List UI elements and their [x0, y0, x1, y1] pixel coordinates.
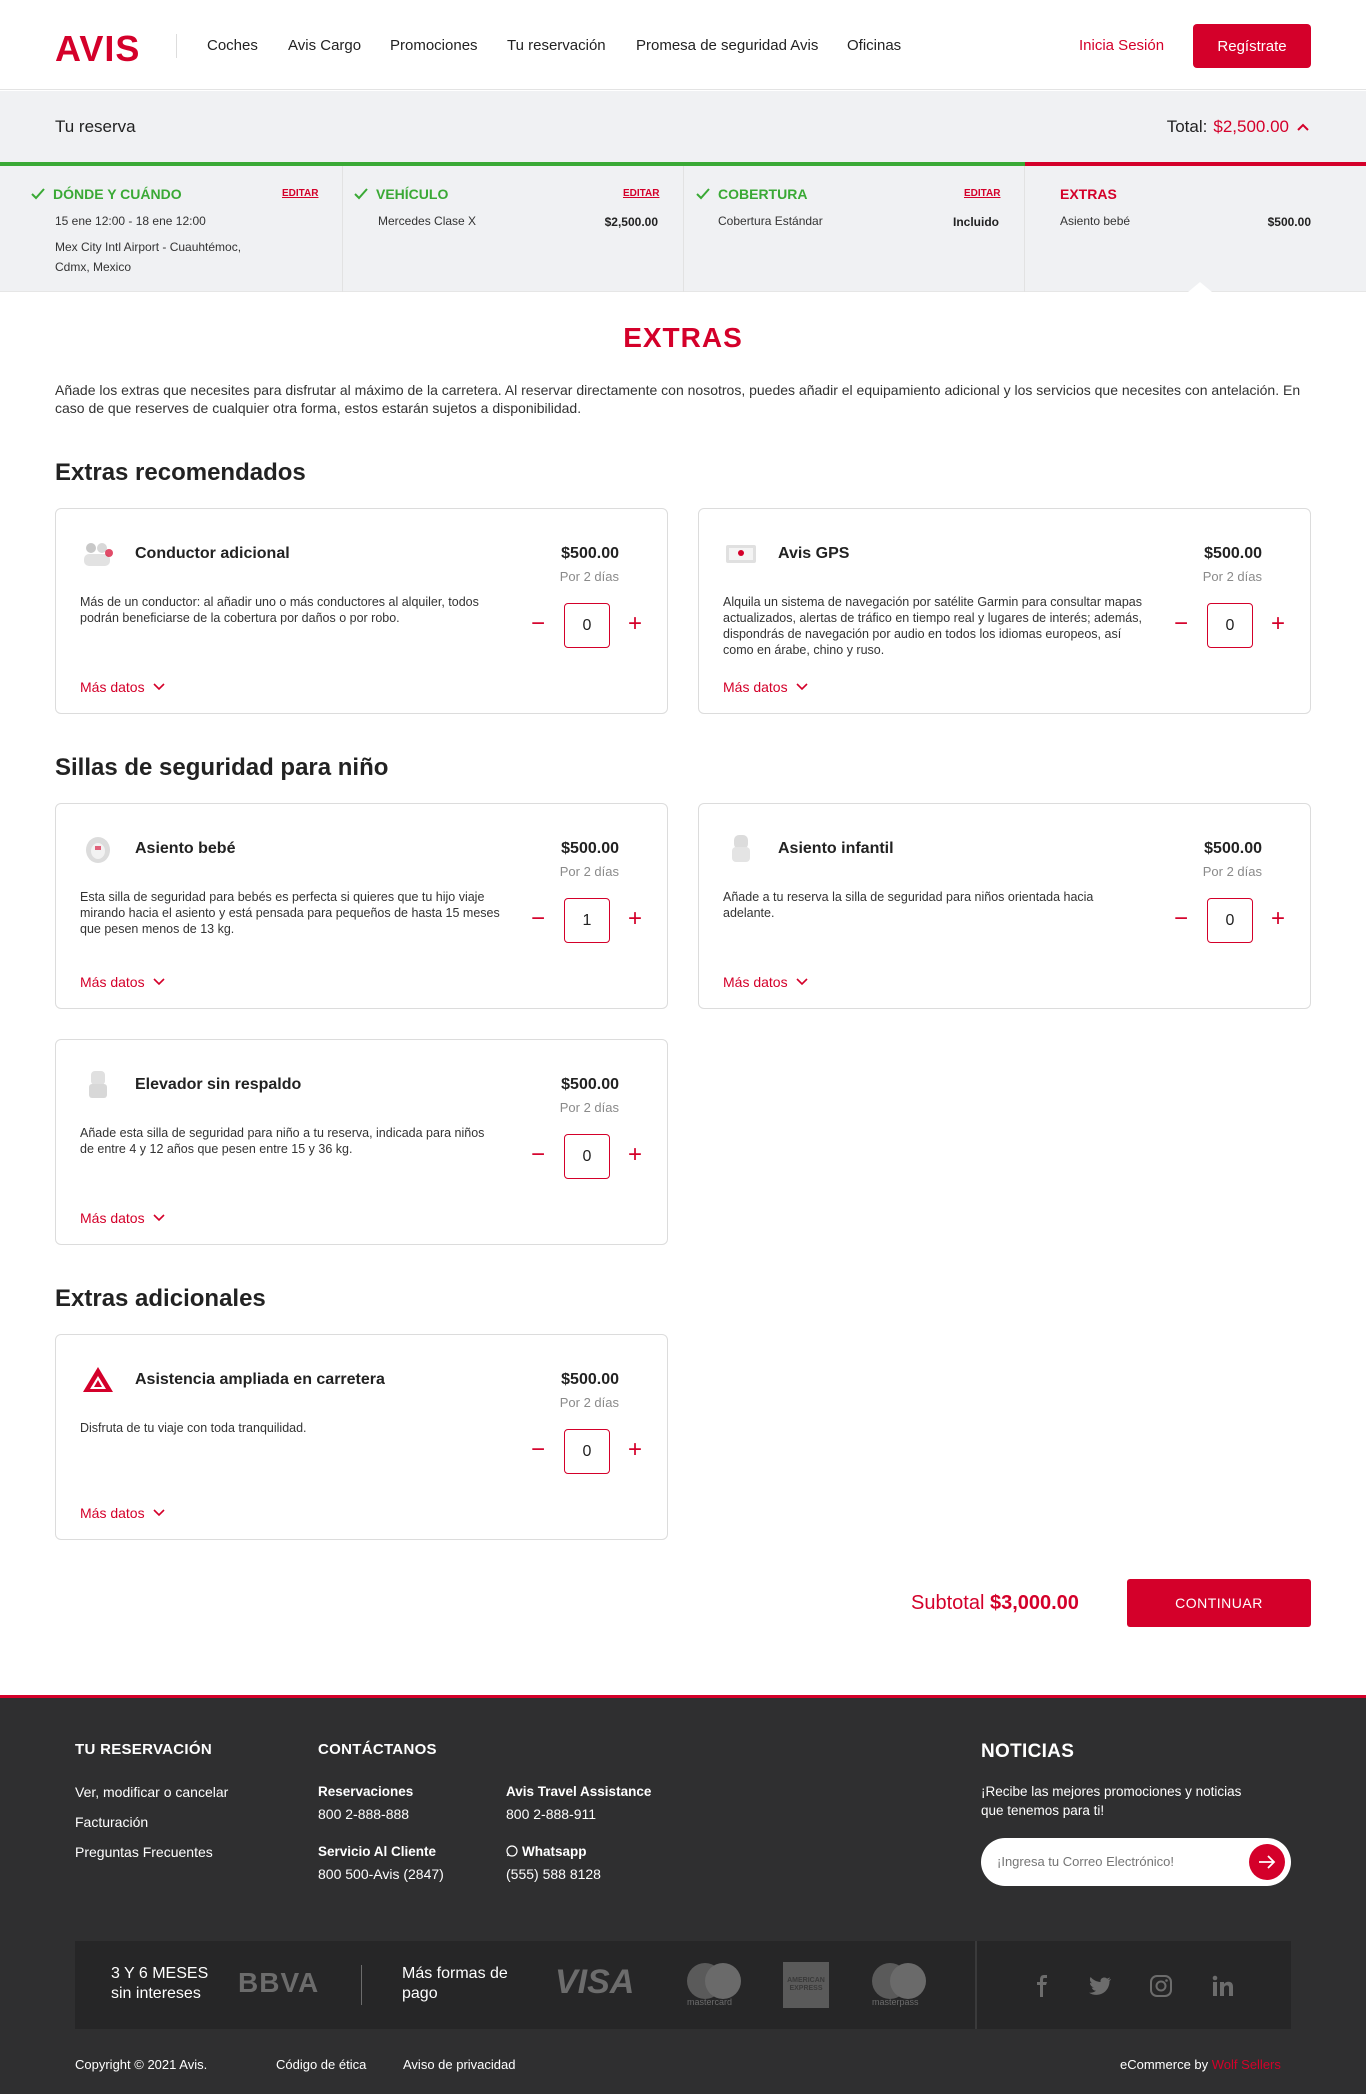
step-coverage-title: COBERTURA [718, 186, 808, 202]
extra-description: Disfruta de tu viaje con toda tranquilidad. [80, 1421, 307, 1435]
nav-tu-reservacion[interactable]: Tu reservación [507, 37, 606, 54]
mastercard-circles-icon [683, 1963, 745, 1999]
page-title: EXTRAS [623, 322, 743, 353]
check-icon [31, 188, 45, 200]
increase-button[interactable]: + [627, 1141, 642, 1168]
contact-travel-assistance-phone[interactable]: 800 2-888-911 [506, 1806, 597, 1822]
extra-period: Por 2 días [559, 569, 619, 584]
total-label: Total: [1166, 117, 1208, 136]
extra-description: Añade a tu reserva la silla de seguridad para niños orientada hacia adelante. [723, 890, 1094, 920]
decrease-button[interactable]: − [530, 1141, 545, 1168]
extra-price: $500.00 [561, 545, 619, 562]
chevron-down-icon [796, 683, 808, 691]
baby-seat-icon [80, 834, 116, 864]
step-indicator-notch [1188, 282, 1212, 292]
extra-period: Por 2 días [559, 864, 619, 879]
step-vehicle-price: $2,500.00 [604, 215, 658, 229]
extra-price: $500.00 [561, 1076, 619, 1093]
more-info-link[interactable] [80, 1210, 165, 1226]
footer-news-title: NOTICIAS [981, 1741, 1075, 1762]
footer-link-faq[interactable]: Preguntas Frecuentes [75, 1844, 213, 1860]
newsletter-submit-button[interactable] [1249, 1844, 1285, 1880]
warning-triangle-icon [80, 1365, 116, 1395]
masterpass-logo [868, 1963, 930, 2007]
continue-button[interactable]: CONTINUAR [1127, 1579, 1311, 1627]
decrease-button[interactable]: − [530, 610, 545, 637]
more-info-label: Más datos [80, 974, 145, 990]
section-additional-title: Extras adicionales [55, 1285, 266, 1312]
decrease-button[interactable]: − [530, 905, 545, 932]
step-where-location-1: Mex City Intl Airport - Cuauhtémoc, [55, 240, 242, 254]
quantity-field[interactable]: 0 [1207, 898, 1253, 943]
facebook-icon[interactable] [1032, 1975, 1052, 1997]
child-seat-icon [723, 834, 759, 864]
nav-coches[interactable]: Coches [207, 37, 258, 54]
mastercard-label: mastercard [687, 1997, 733, 2007]
login-link[interactable]: Inicia Sesión [1079, 37, 1165, 54]
more-info-label: Más datos [80, 1505, 145, 1521]
chevron-down-icon [153, 683, 165, 691]
social-divider [975, 1941, 977, 2029]
step-extras-title: EXTRAS [1060, 186, 1117, 202]
step-vehicle-title: VEHÍCULO [376, 186, 449, 202]
newsletter-form [981, 1838, 1291, 1886]
more-payment-1: Más formas de [402, 1965, 508, 1982]
extra-card-asistencia [55, 1334, 668, 1540]
top-navigation [0, 0, 1366, 90]
extra-price: $500.00 [1204, 545, 1262, 562]
footer-news-text-1: ¡Recibe las mejores promociones y noticias [981, 1784, 1242, 1799]
step-coverage-price: Incluido [953, 215, 999, 229]
copyright: Copyright © 2021 Avis. [75, 2057, 208, 2072]
reservation-total[interactable] [1167, 117, 1311, 137]
amex-label: AMERICAN EXPRESS [787, 1977, 825, 1992]
instagram-icon[interactable] [1150, 1975, 1172, 1997]
drivers-icon [80, 539, 116, 569]
more-info-link[interactable] [723, 974, 808, 990]
footer-news-text-2: que tenemos para ti! [981, 1803, 1105, 1818]
more-info-link[interactable] [80, 1505, 165, 1521]
avis-logo[interactable]: AVIS [55, 28, 141, 69]
newsletter-email-input[interactable] [997, 1854, 1227, 1869]
contact-whatsapp-phone[interactable]: (555) 588 8128 [506, 1866, 601, 1882]
linkedin-icon[interactable] [1212, 1975, 1234, 1997]
more-info-link[interactable] [80, 974, 165, 990]
more-info-link[interactable] [80, 679, 165, 695]
extra-description: Más de un conductor: al añadir uno o más conductores al alquiler, todos podrán beneficiarse de la cobertura por daños o por robo. [80, 595, 479, 625]
edit-coverage-link[interactable]: EDITAR [964, 188, 1001, 199]
ethics-link[interactable]: Código de ética [276, 2057, 367, 2072]
ecommerce-brand-link[interactable]: Wolf Sellers [1211, 2057, 1281, 2072]
section-recommended-title: Extras recomendados [55, 459, 306, 486]
step-coverage [684, 166, 1025, 292]
booking-steps [0, 166, 1366, 292]
more-info-link[interactable] [723, 679, 808, 695]
chevron-down-icon [153, 978, 165, 986]
step-extras [1025, 166, 1366, 292]
more-info-label: Más datos [80, 679, 145, 695]
nav-promociones[interactable]: Promociones [390, 37, 478, 54]
extra-title: Asiento infantil [778, 840, 894, 857]
arrow-right-icon [1258, 1855, 1276, 1869]
quantity-field[interactable]: 0 [1207, 603, 1253, 648]
subtotal-label: Subtotal [911, 1592, 985, 1614]
chevron-up-icon[interactable] [1295, 119, 1311, 135]
msi-line-1: 3 Y 6 MESES [111, 1965, 209, 1982]
chevron-down-icon [796, 978, 808, 986]
masterpass-circles-icon [868, 1963, 930, 1999]
privacy-link[interactable]: Aviso de privacidad [403, 2057, 516, 2072]
twitter-icon[interactable] [1088, 1977, 1112, 1997]
edit-where-link[interactable]: EDITAR [282, 188, 319, 199]
payment-bar [75, 1941, 1291, 2029]
step-vehicle-header [354, 186, 448, 202]
amex-logo [783, 1962, 829, 2008]
gps-icon [723, 539, 759, 569]
more-info-label: Más datos [723, 974, 788, 990]
chevron-down-icon [153, 1214, 165, 1222]
step-where-when [0, 166, 343, 292]
step-where-dates: 15 ene 12:00 - 18 ene 12:00 [55, 214, 206, 228]
nav-oficinas[interactable]: Oficinas [847, 37, 902, 54]
bbva-logo: BBVA [238, 1967, 320, 1998]
decrease-button[interactable]: − [530, 1436, 545, 1463]
booster-seat-icon [80, 1070, 116, 1100]
extra-card-conductor-adicional [55, 508, 668, 714]
subtotal [911, 1592, 1079, 1615]
step-extras-header [1060, 186, 1117, 202]
mastercard-logo [683, 1963, 745, 2007]
visa-logo: VISA [555, 1963, 635, 2001]
step-vehicle-name: Mercedes Clase X [378, 214, 477, 228]
reservation-title: Tu reserva [55, 117, 136, 136]
contact-customer-service-phone[interactable]: 800 500-Avis (2847) [318, 1866, 444, 1882]
increase-button[interactable]: + [1270, 905, 1285, 932]
quantity-field[interactable]: 0 [564, 1429, 610, 1474]
footer-reservation-title: TU RESERVACIÓN [75, 1741, 212, 1758]
total-value: $2,500.00 [1213, 117, 1289, 136]
step-coverage-name: Cobertura Estándar [718, 214, 823, 228]
reservation-bar[interactable] [0, 91, 1366, 163]
extra-title: Asiento bebé [135, 840, 236, 857]
contact-reservations-label: Reservaciones [318, 1784, 414, 1799]
edit-vehicle-link[interactable]: EDITAR [623, 188, 660, 199]
extra-price: $500.00 [561, 840, 619, 857]
more-payment-2: pago [402, 1985, 438, 2002]
extra-period: Por 2 días [559, 1395, 619, 1410]
extra-description: Añade esta silla de seguridad para niño a tu reserva, indicada para niños de entre 4 y 12 años que pesen entre 15 y 36 kg. [80, 1126, 485, 1156]
decrease-button[interactable]: − [1173, 610, 1188, 637]
step-extras-name: Asiento bebé [1060, 214, 1131, 228]
increase-button[interactable]: + [627, 610, 642, 637]
extras-intro: Añade los extras que necesites para disfrutar al máximo de la carretera. Al reservar directamente con nosotros, puedes añadir el equipamiento adicional y los servicios que necesites con antelación. En caso de que reserves de cualquier otra forma, estos estarán sujetos a disponibilidad. [55, 382, 1301, 416]
footer-link-manage[interactable]: Ver, modificar o cancelar [75, 1784, 229, 1800]
quantity-field[interactable]: 0 [564, 1134, 610, 1179]
extra-title: Asistencia ampliada en carretera [135, 1371, 385, 1388]
whatsapp-icon [506, 1845, 518, 1857]
ecommerce-credit [1120, 2057, 1281, 2072]
step-where-header [31, 186, 182, 202]
contact-customer-service-label: Servicio Al Cliente [318, 1844, 437, 1859]
step-vehicle [343, 166, 684, 292]
more-info-label: Más datos [80, 1210, 145, 1226]
contact-reservations-phone[interactable]: 800 2-888-888 [318, 1806, 410, 1822]
increase-button[interactable]: + [627, 905, 642, 932]
extra-description: Alquila un sistema de navegación por satélite Garmin para consultar mapas actualizados, alertas de tráfico en tiempo real y lugares de interés; además, dispondrás de navegación por audio en todos los idiomas europeos, así como en árabe, chino y ruso. [723, 595, 1142, 657]
extra-title: Conductor adicional [135, 545, 290, 562]
decrease-button[interactable]: − [1173, 905, 1188, 932]
step-coverage-header [696, 186, 807, 202]
footer [0, 1695, 1366, 2094]
chevron-down-icon [153, 1509, 165, 1517]
section-seats-title: Sillas de seguridad para niño [55, 754, 389, 781]
extra-price: $500.00 [1204, 840, 1262, 857]
increase-button[interactable]: + [1270, 610, 1285, 637]
step-where-title: DÓNDE Y CUÁNDO [53, 186, 182, 202]
increase-button[interactable]: + [627, 1436, 642, 1463]
extra-price: $500.00 [561, 1371, 619, 1388]
footer-link-billing[interactable]: Facturación [75, 1814, 149, 1830]
extra-card-asiento-bebe [55, 803, 668, 1009]
quantity-field[interactable]: 0 [564, 603, 610, 648]
more-info-label: Más datos [723, 679, 788, 695]
quantity-field[interactable]: 1 [564, 898, 610, 943]
pay-divider [361, 1965, 362, 2005]
extra-card-elevador [55, 1039, 668, 1245]
nav-promesa-seguridad[interactable]: Promesa de seguridad Avis [636, 37, 819, 54]
extra-title: Avis GPS [778, 545, 850, 562]
register-button[interactable]: Regístrate [1193, 24, 1311, 68]
contact-travel-assistance-label: Avis Travel Assistance [506, 1784, 652, 1799]
extra-card-asiento-infantil [698, 803, 1311, 1009]
step-where-location-2: Cdmx, Mexico [55, 260, 132, 274]
extra-period: Por 2 días [1202, 864, 1262, 879]
subtotal-value: $3,000.00 [989, 1592, 1079, 1614]
masterpass-label: masterpass [872, 1997, 919, 2007]
ecommerce-by-label: eCommerce by [1120, 2057, 1209, 2072]
nav-avis-cargo[interactable]: Avis Cargo [288, 37, 362, 54]
step-extras-price: $500.00 [1267, 215, 1311, 229]
extra-period: Por 2 días [1202, 569, 1262, 584]
logo-divider [176, 34, 177, 58]
check-icon [354, 188, 368, 200]
extra-title: Elevador sin respaldo [135, 1076, 302, 1093]
check-icon [696, 188, 710, 200]
extra-description: Esta silla de seguridad para bebés es perfecta si quieres que tu hijo viaje mirando hacia el asiento y está pensada para pequeños de hasta 15 meses que pesen menos de 13 kg. [80, 890, 500, 936]
extra-period: Por 2 días [559, 1100, 619, 1115]
contact-whatsapp-label: Whatsapp [522, 1844, 587, 1859]
extra-card-avis-gps [698, 508, 1311, 714]
msi-line-2: sin intereses [111, 1985, 201, 2002]
footer-contact-title: CONTÁCTANOS [318, 1741, 437, 1758]
